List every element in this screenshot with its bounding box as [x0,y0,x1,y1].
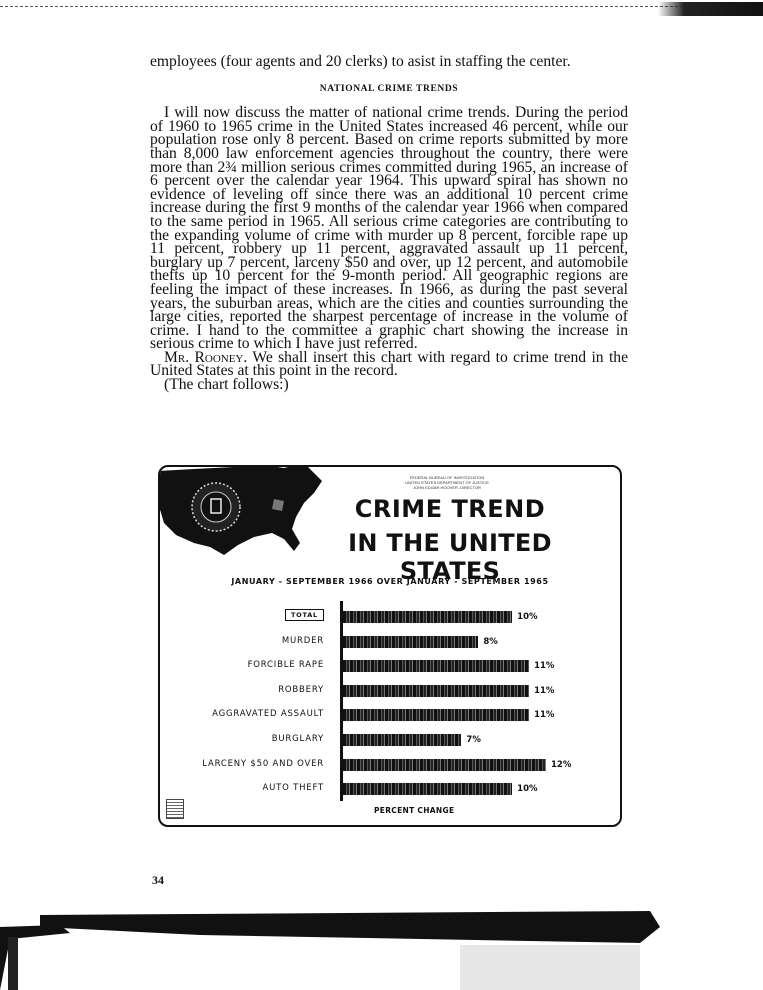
bar [343,611,512,623]
speaker-name: Mr. Rooney. [164,348,248,366]
agency-line-director: JOHN EDGAR HOOVER, DIRECTOR [413,485,481,490]
category-label: LARCENY $50 AND OVER [202,758,324,769]
bar [343,660,529,672]
continuation-line: employees (four agents and 20 clerks) to asist in staffing the center. [150,53,571,70]
speaker-remark: We shall insert this chart with regard to crime trend in the United States at this point in the record. [150,348,628,380]
page-number: 34 [152,873,164,887]
x-axis-label: PERCENT CHANGE [374,806,455,815]
category-label: FORCIBLE RAPE [247,660,324,671]
chart-title-line-1: CRIME TREND [354,495,546,523]
bar-value-label: 11% [534,685,555,696]
chart-subtitle: JANUARY - SEPTEMBER 1966 OVER JANUARY - SEPTEMBER 1965 [231,577,549,586]
scan-smudge-top [658,2,763,16]
agency-credit [392,475,502,490]
paragraph-chart-follows: (The chart follows:) [164,376,289,394]
bar [343,709,529,721]
bar-value-label: 12% [551,759,572,770]
body-text [150,55,628,392]
bar [343,636,478,648]
bar-value-label: 8% [483,636,498,647]
bar [343,734,461,746]
bar-value-label: 7% [466,735,481,745]
section-heading: NATIONAL CRIME TRENDS [319,83,459,94]
agency-line-fbi: FEDERAL BUREAU OF INVESTIGATION [409,475,485,480]
chart-title-line-2: IN THE UNITED STATES [348,529,552,585]
bar-value-label: 11% [534,661,555,672]
category-label: AGGRAVATED ASSAULT [212,709,324,720]
paragraph-crime-trends: I will now discuss the matter of national crime trends. During the period of 1960 to 1965 crime in the United States increased 46 percent, while our population rose only 8 percent. Based on crime reports submitted by more than 8,000 law enforcement agencies throughout the country, there were more than 2¾ million serious crimes committed during 1965, an increase of 6 percent over the calendar year 1964. This upward spiral has shown no evidence of leveling off since there was an additional 10 percent crime increase during the first 9 months of the calendar year 1966 when compared to the same period in 1965. All serious crime categories are contributing to the expanding volume of crime with murder up 8 percent, forcible rape up 11 percent, robbery up 11 percent, aggravated assault up 11 percent, burglary up 7 percent, larceny $50 and over, up 12 percent, and automobile thefts up 10 percent for the 9-month period. All geographic regions are feeling the impact of these increases. In 1966, as during the past several years, the suburban areas, which are the cities and counties surrounding the large cities, reported the sharpest percentage of increase in the volume of crime. I hand to the committee a graphic chart showing the increase in serious crime to which I have just referred. [150,104,628,353]
bar-value-label: 10% [517,612,538,622]
chart-axis-line [340,601,343,801]
category-label: AUTO THEFT [262,783,324,794]
paragraph-rooney [150,348,628,380]
bar-value-label: 10% [517,784,538,795]
top-scan-rule [0,6,763,7]
category-label: BURGLARY [271,734,324,744]
bar-value-label: 11% [534,710,555,721]
category-label: MURDER [281,635,324,646]
bar [343,759,546,771]
us-map-with-seal-icon [158,465,326,559]
crime-trend-chart [158,465,622,827]
bar [343,685,529,697]
agency-line-doj: UNITED STATES DEPARTMENT OF JUSTICE [405,480,489,485]
scan-artifact-bottom [0,905,763,990]
category-label: TOTAL [285,609,324,621]
category-label: ROBBERY [278,684,324,695]
printer-logo-icon [166,799,184,819]
bar [343,783,512,795]
